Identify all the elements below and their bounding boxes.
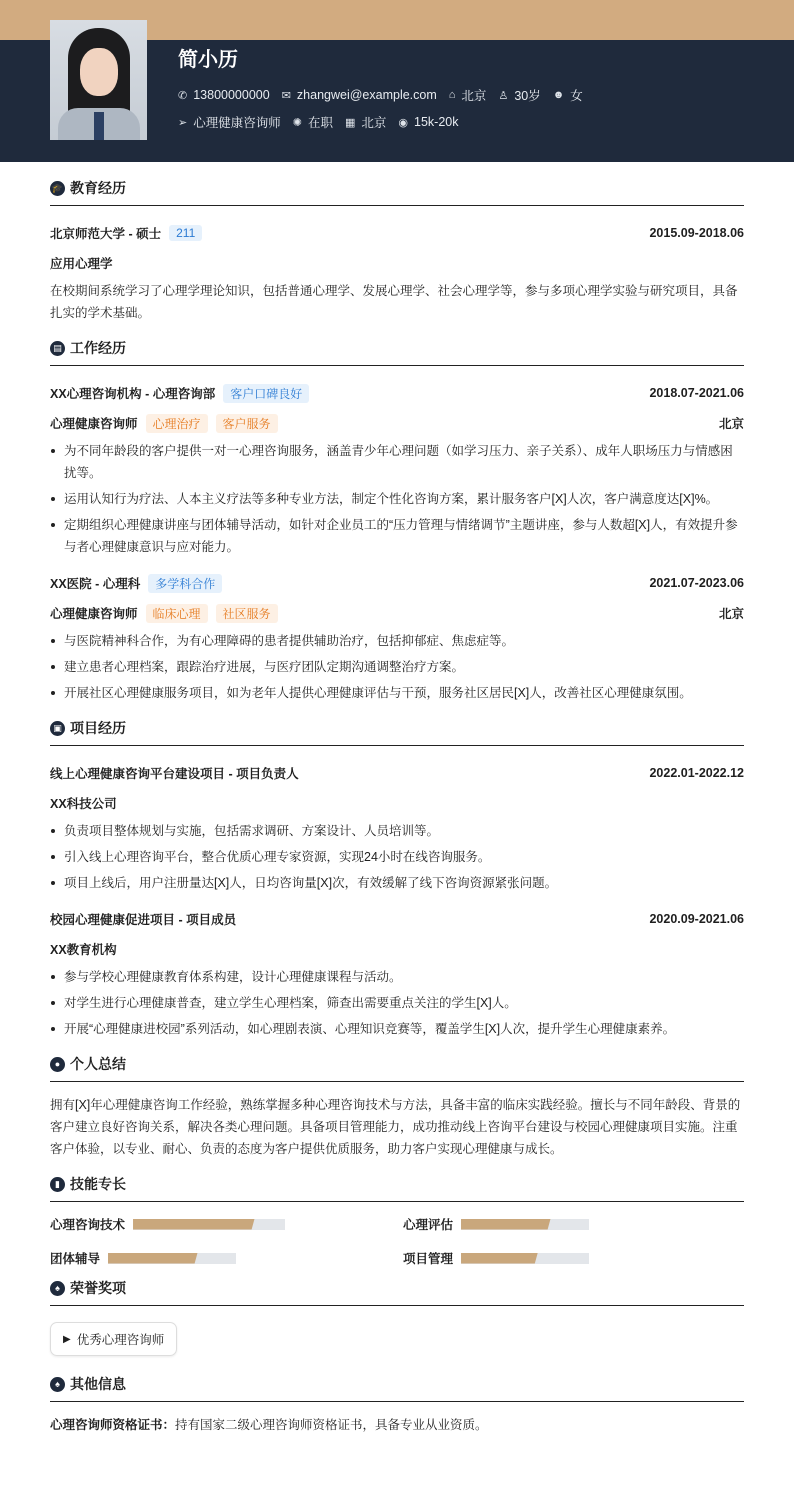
- role: 心理健康咨询师: [50, 607, 138, 621]
- role: 心理健康咨询师: [50, 417, 138, 431]
- summary-section: [50, 1054, 744, 1160]
- skill-bar-fill: [108, 1253, 198, 1264]
- bullet-item: 开展社区心理健康服务项目，如为老年人提供心理健康评估与干预，服务社区居民[X]人，改善社区心理健康氛围。: [50, 682, 744, 704]
- section-title: 其他信息: [70, 1376, 126, 1392]
- bullet-item: 项目上线后，用户注册量达[X]人，日均咨询量[X]次，有效缓解了线下咨询资源紧张问题。: [50, 872, 744, 894]
- candidate-name: 简小历: [178, 49, 238, 71]
- gender: 女: [570, 89, 583, 103]
- education-section: [50, 178, 744, 324]
- salary-icon: ◉: [398, 116, 408, 129]
- skill-name: 项目管理: [403, 1252, 454, 1266]
- chart-icon: ▮: [50, 1177, 65, 1192]
- date: 2020.09-2021.06: [649, 912, 744, 926]
- awards-section: [50, 1278, 744, 1370]
- date: 2018.07-2021.06: [649, 386, 744, 400]
- work-item: [50, 378, 744, 558]
- project-item: [50, 758, 744, 894]
- skill-name: 心理评估: [403, 1218, 454, 1232]
- skill-item: [50, 1214, 403, 1234]
- date: 2015.09-2018.06: [649, 226, 744, 240]
- skill-name: 心理咨询技术: [50, 1218, 126, 1232]
- other-text: 持有国家二级心理咨询师资格证书，具备专业从业资质。: [175, 1418, 488, 1432]
- project-org: XX教育机构: [50, 943, 117, 957]
- resume-body: [50, 178, 744, 1450]
- skills-section: [50, 1174, 744, 1268]
- bullet-item: 引入线上心理咨询平台，整合优质心理专家资源，实现24小时在线咨询服务。: [50, 846, 744, 868]
- phone: 13800000000: [193, 88, 270, 102]
- summary-text: 拥有[X]年心理健康咨询工作经验，熟练掌握多种心理咨询技术与方法，具备丰富的临床实践经验。擅长与不同年龄段、背景的客户建立良好咨询关系，解决各类心理问题。具备项目管理能力，成功推动线上咨询平台建设与校园心理健康项目实施。注重客户体验，以专业、耐心、负责的态度为客户提供优质服务，助力客户实现心理健康与成长。: [50, 1098, 741, 1156]
- work-city: 北京: [718, 417, 744, 431]
- home-icon: ⌂: [448, 89, 456, 101]
- organization: XX心理咨询机构 - 心理咨询部: [50, 387, 216, 401]
- organization: XX医院 - 心理科: [50, 577, 141, 591]
- skill-tag: 社区服务: [216, 604, 278, 623]
- school-tag: 211: [169, 225, 202, 241]
- section-title: 教育经历: [70, 180, 126, 196]
- work-item: [50, 568, 744, 704]
- skill-tag: 客户服务: [216, 414, 278, 433]
- building-icon: ▦: [344, 116, 356, 129]
- date: 2021.07-2023.06: [649, 576, 744, 590]
- location: 北京: [461, 89, 487, 103]
- graduation-cap-icon: 🎓: [50, 181, 65, 196]
- position: 心理健康咨询师: [193, 116, 281, 130]
- project-org: XX科技公司: [50, 797, 117, 811]
- send-icon: ➢: [178, 116, 188, 129]
- triangle-icon: ▶: [63, 1333, 71, 1345]
- skill-bar-fill: [461, 1219, 551, 1230]
- other-label: 心理咨询师资格证书：: [50, 1418, 176, 1432]
- avatar-photo: [50, 20, 147, 140]
- contact-row: [178, 86, 583, 104]
- bullet-item: 负责项目整体规划与实施，包括需求调研、方案设计、人员培训等。: [50, 820, 744, 842]
- other-section: [50, 1374, 744, 1436]
- status-icon: ✺: [292, 116, 302, 129]
- salary: 15k-20k: [414, 115, 459, 129]
- school: 北京师范大学 - 硕士: [50, 227, 162, 241]
- skill-item: [403, 1214, 744, 1234]
- cake-icon: ♙: [498, 89, 509, 102]
- job-intent-row: [178, 113, 458, 131]
- skill-name: 团体辅导: [50, 1252, 101, 1266]
- project-name: 线上心理健康咨询平台建设项目 - 项目负责人: [50, 767, 299, 781]
- mail-icon: ✉: [281, 89, 291, 102]
- project-section: [50, 718, 744, 1040]
- briefcase-icon: ▤: [50, 341, 65, 356]
- education-description: 在校期间系统学习了心理学理论知识，包括普通心理学、发展心理学、社会心理学等，参与多项心理学实验与研究项目，具备扎实的学术基础。: [50, 284, 738, 320]
- info-icon: ♠: [50, 1377, 65, 1392]
- project-name: 校园心理健康促进项目 - 项目成员: [50, 913, 237, 927]
- bullet-item: 运用认知行为疗法、人本主义疗法等多种专业方法，制定个性化咨询方案，累计服务客户[X]人次，客户满意度达[X]%。: [50, 488, 744, 510]
- city: 北京: [361, 116, 387, 130]
- skill-bar: [108, 1253, 236, 1264]
- work-section: [50, 338, 744, 704]
- section-title: 技能专长: [70, 1176, 126, 1192]
- section-title: 工作经历: [70, 340, 126, 356]
- bullet-item: 参与学校心理健康教育体系构建，设计心理健康课程与活动。: [50, 966, 744, 988]
- section-title: 项目经历: [70, 720, 126, 736]
- email: zhangwei@example.com: [296, 88, 437, 102]
- bullet-item: 对学生进行心理健康普查，建立学生心理档案，筛查出需要重点关注的学生[X]人。: [50, 992, 744, 1014]
- bullet-item: 开展“心理健康进校园”系列活动，如心理剧表演、心理知识竞赛等，覆盖学生[X]人次，提升学生心理健康素养。: [50, 1018, 744, 1040]
- age: 30岁: [514, 89, 541, 103]
- award-name: 优秀心理咨询师: [76, 1333, 165, 1347]
- bullet-item: 与医院精神科合作，为有心理障碍的患者提供辅助治疗，包括抑郁症、焦虑症等。: [50, 630, 744, 652]
- skill-item: [50, 1248, 403, 1268]
- skill-bar: [461, 1219, 589, 1230]
- gender-icon: ☻: [552, 89, 565, 101]
- skill-item: [403, 1248, 744, 1268]
- skill-tag: 临床心理: [146, 604, 208, 623]
- section-title: 荣誉奖项: [70, 1280, 126, 1296]
- user-icon: ●: [50, 1057, 65, 1072]
- highlight-tag: 多学科合作: [148, 574, 222, 593]
- phone-icon: ✆: [178, 89, 188, 102]
- date: 2022.01-2022.12: [649, 766, 744, 780]
- skill-bar-fill: [461, 1253, 538, 1264]
- skill-bar-fill: [133, 1219, 255, 1230]
- grid-icon: ▣: [50, 721, 65, 736]
- bullet-item: 建立患者心理档案，跟踪治疗进展，与医疗团队定期沟通调整治疗方案。: [50, 656, 744, 678]
- award-item: [50, 1322, 177, 1356]
- bullet-item: 为不同年龄段的客户提供一对一心理咨询服务，涵盖青少年心理问题（如学习压力、亲子关系）、成年人职场压力与情感困扰等。: [50, 440, 744, 484]
- skill-bar: [461, 1253, 589, 1264]
- highlight-tag: 客户口碑良好: [223, 384, 309, 403]
- status: 在职: [307, 116, 333, 130]
- major: 应用心理学: [50, 257, 113, 271]
- skill-bar: [133, 1219, 285, 1230]
- bullet-item: 定期组织心理健康讲座与团体辅导活动，如针对企业员工的“压力管理与情绪调节”主题讲座，参与人数超[X]人，有效提升参与者心理健康意识与应对能力。: [50, 514, 744, 558]
- work-city: 北京: [718, 607, 744, 621]
- award-icon: ♠: [50, 1281, 65, 1296]
- project-item: [50, 904, 744, 1040]
- skill-tag: 心理治疗: [146, 414, 208, 433]
- section-title: 个人总结: [70, 1056, 126, 1072]
